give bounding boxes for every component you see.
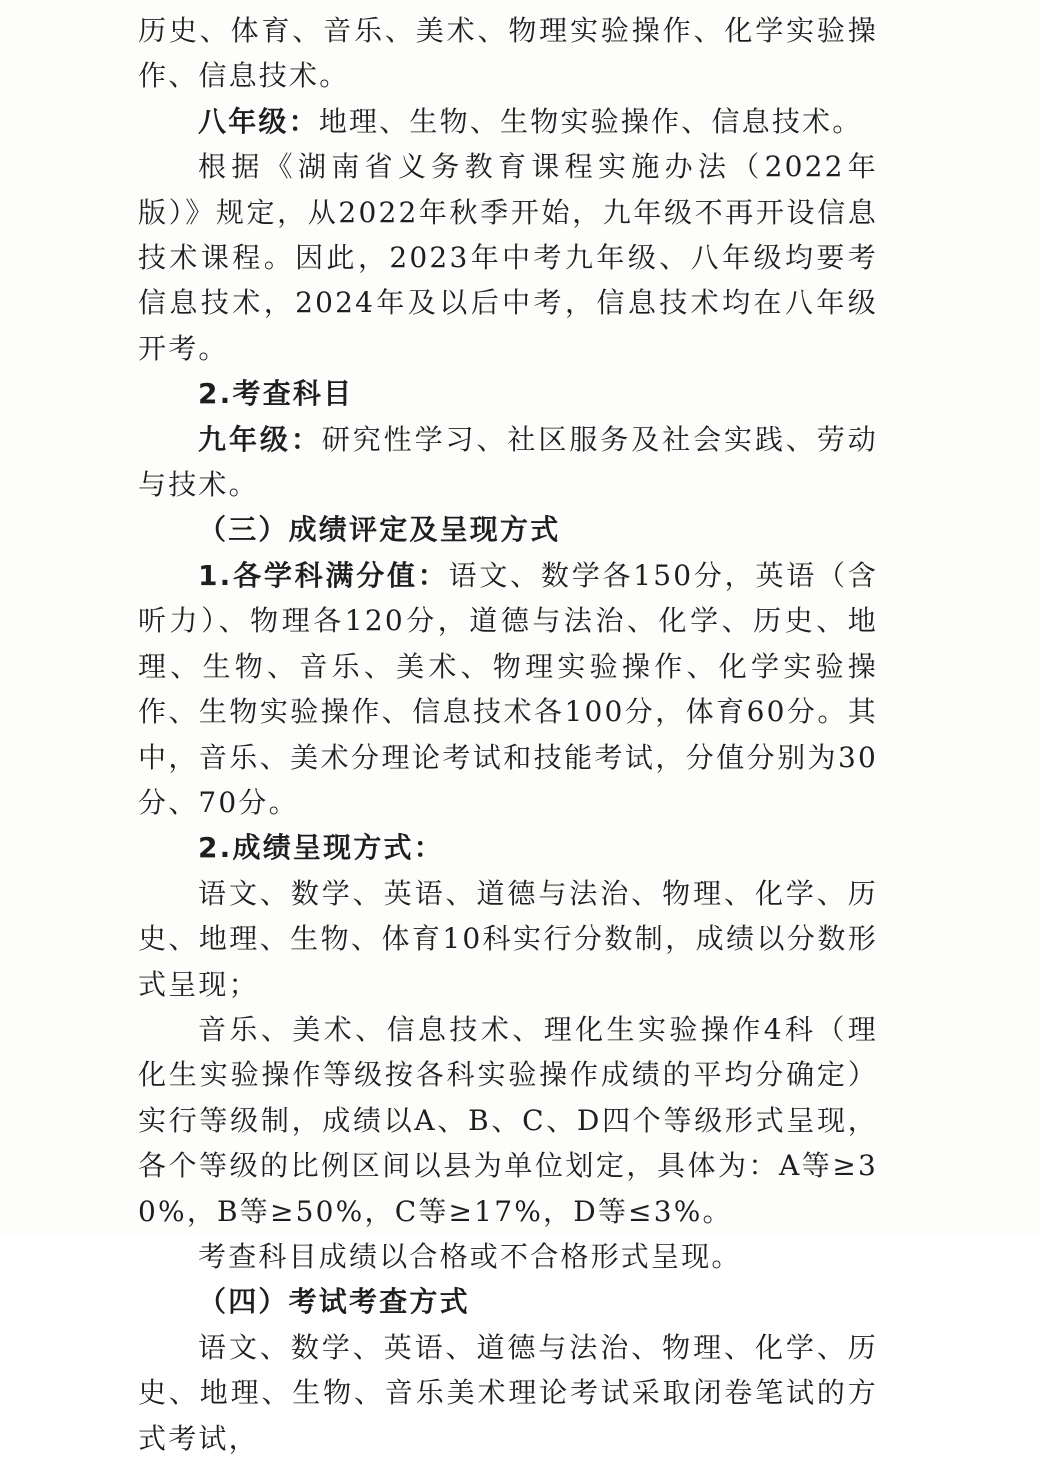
paragraph-regulation: 根据《湖南省义务教育课程实施办法（2022年版）》规定，从2022年秋季开始，九年级不再开设信息技术课程。因此，2023年中考九年级、八年级均要考信息技术，2024年及以后中考，信息技术均在八年级开考。 [138,150,878,365]
paragraph-full-scores [138,553,878,825]
grade9-inspection-subjects: 研究性学习、社区服务及社会实践、劳动与技术。 [138,422,878,502]
heading-inspection-subjects: 2.考查科目 [198,377,354,411]
document-body [138,8,878,1461]
grade8-subjects: 地理、生物、生物实验操作、信息技术。 [318,104,863,138]
heading-section-four: （四）考试考查方式 [198,1285,470,1319]
full-scores-label: 1.各学科满分值： [198,558,449,592]
paragraph-grade9-inspection [138,417,878,508]
full-scores-text: 语文、数学各150分，英语（含听力）、物理各120分，道德与法治、化学、历史、地理、生物、音乐、美术、物理实验操作、化学实验操作、生物实验操作、信息技术各100分，体育60分。其中，音乐、美术分理论考试和技能考试，分值分别为30分、70分。 [138,558,878,819]
paragraph-exam-method: 语文、数学、英语、道德与法治、物理、化学、历史、地理、生物、音乐美术理论考试采取闭卷笔试的方式考试， [138,1330,878,1455]
paragraph-subjects-grade9: 历史、体育、音乐、美术、物理实验操作、化学实验操作、信息技术。 [138,14,878,93]
heading-score-presentation: 2.成绩呈现方式： [198,831,444,865]
paragraph-pass-fail: 考查科目成绩以合格或不合格形式呈现。 [198,1239,742,1273]
grade9-label: 九年级： [198,422,322,456]
grade8-label: 八年级： [198,104,319,138]
heading-section-three: （三）成绩评定及呈现方式 [198,513,561,547]
paragraph-grade8 [138,99,878,144]
paragraph-grade-system: 音乐、美术、信息技术、理化生实验操作4科（理化生实验操作等级按各科实验操作成绩的平均分确定）实行等级制，成绩以A、B、C、D四个等级形式呈现，各个等级的比例区间以县为单位划定，具体为：A等≥30%，B等≥50%，C等≥17%，D等≤3%。 [138,1012,878,1228]
paragraph-score-system: 语文、数学、英语、道德与法治、物理、化学、历史、地理、生物、体育10科实行分数制，成绩以分数形式呈现； [138,876,878,1001]
